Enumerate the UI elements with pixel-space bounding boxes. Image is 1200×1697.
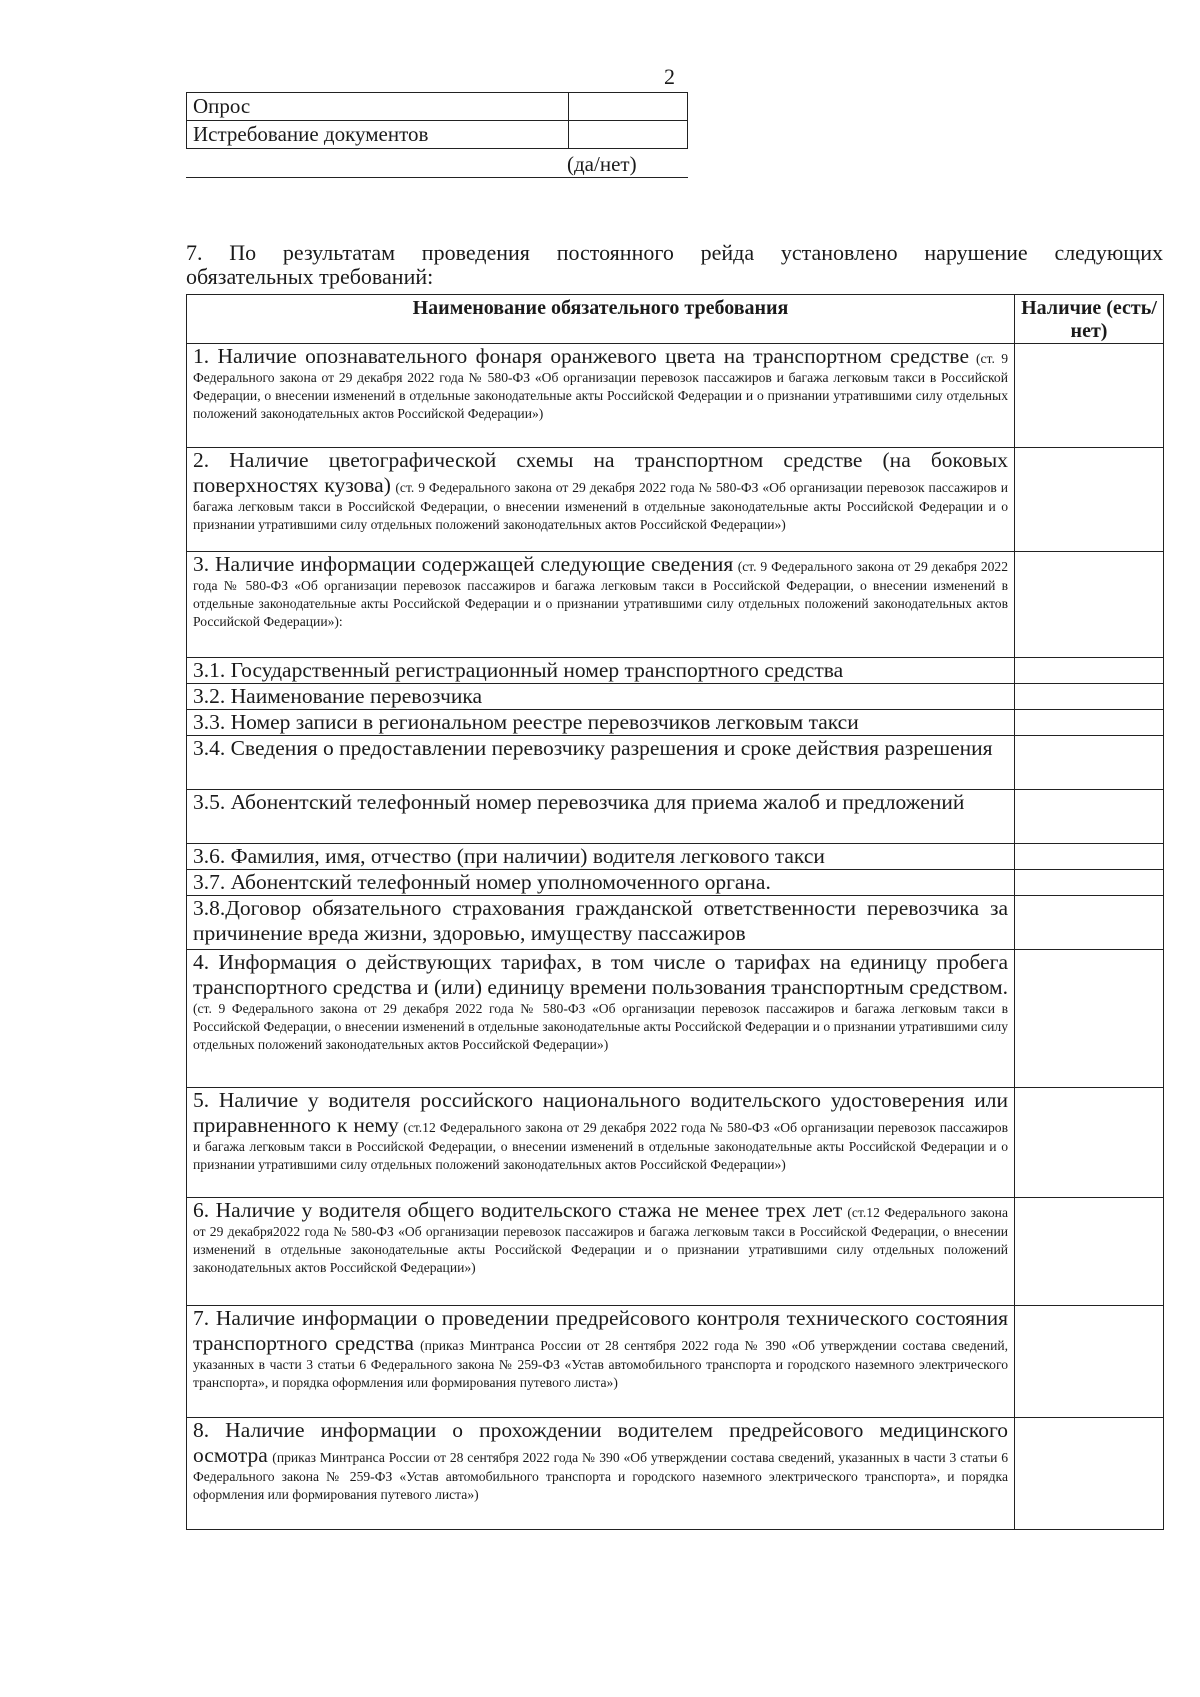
requirements-table xyxy=(186,294,1164,1530)
table-row xyxy=(187,844,1164,870)
presence-cell[interactable] xyxy=(1015,344,1164,448)
table-row xyxy=(187,552,1164,658)
requirement-cell xyxy=(187,1418,1015,1530)
legal-reference: (ст. 9 Федерального закона от 29 декабря 2022 года № 580-ФЗ «Об организации перевозок пассажиров и багажа легковым такси в Российской Федерации, о внесении изменений в отдельные законодательные акты Российской Федерации и о признании утратившими силу отдельных положений законодательных актов Российской Федерации») xyxy=(193,351,1009,421)
table-row xyxy=(187,950,1164,1088)
legal-reference: (ст.12 Федерального закона от 29 декабря2022 года № 580-ФЗ «Об организации перевозок пассажиров и багажа легковым такси в Российской Федерации, о внесении изменений в отдельные законодательные акты Российской Федерации и о признании утратившими силу отдельных положений законодательных актов Российской Федерации») xyxy=(193,1205,1008,1275)
presence-cell[interactable] xyxy=(1015,790,1164,844)
table-row xyxy=(187,870,1164,896)
table-row xyxy=(187,790,1164,844)
inspection-methods-table xyxy=(186,92,688,149)
table-row xyxy=(187,1306,1164,1418)
requirement-text: 3.2. Наименование перевозчика xyxy=(187,684,1015,710)
presence-cell[interactable] xyxy=(1015,736,1164,790)
header-presence: Наличие (есть/нет) xyxy=(1015,295,1164,344)
table-row xyxy=(187,1088,1164,1198)
method-value-cell[interactable] xyxy=(569,121,688,149)
method-label: Опрос xyxy=(187,93,569,121)
table-row xyxy=(187,710,1164,736)
header-requirement-name: Наименование обязательного требования xyxy=(187,295,1015,344)
presence-cell[interactable] xyxy=(1015,950,1164,1088)
table-row xyxy=(187,736,1164,790)
presence-cell[interactable] xyxy=(1015,552,1164,658)
requirement-cell xyxy=(187,344,1015,448)
legal-reference: (ст.12 Федерального закона от 29 декабря 2022 года № 580-ФЗ «Об организации перевозок пассажиров и багажа легковым такси в Российской Федерации, о внесении изменений в отдельные законодательные акты Российской Федерации и о признании утратившими силу отдельных положений законодательных актов Российской Федерации») xyxy=(193,1120,1009,1172)
presence-cell[interactable] xyxy=(1015,870,1164,896)
method-value-cell[interactable] xyxy=(569,93,688,121)
requirement-cell xyxy=(187,950,1015,1088)
requirement-text: 8. Наличие информации о прохождении водителем предрейсового медицинского осмотра xyxy=(193,1418,1008,1467)
yes-no-hint: (да/нет) xyxy=(567,152,637,176)
requirement-text: 3.8.Договор обязательного страхования гражданской ответственности перевозчика за причинение вреда жизни, здоровью, имуществу пассажиров xyxy=(187,896,1015,950)
requirement-text: 3.4. Сведения о предоставлении перевозчику разрешения и сроке действия разрешения xyxy=(187,736,1015,790)
requirement-cell xyxy=(187,1306,1015,1418)
page-number: 2 xyxy=(664,64,675,89)
table-row xyxy=(187,896,1164,950)
presence-cell[interactable] xyxy=(1015,1198,1164,1306)
table-row xyxy=(187,93,688,121)
requirement-text: 6. Наличие у водителя общего водительского стажа не менее трех лет xyxy=(193,1198,843,1222)
table-row xyxy=(187,448,1164,552)
table-row xyxy=(187,1198,1164,1306)
presence-cell[interactable] xyxy=(1015,658,1164,684)
table-row xyxy=(187,658,1164,684)
requirement-text: 2. Наличие цветографической схемы на транспортном средстве (на боковых поверхностях кузова) xyxy=(193,448,1008,497)
requirement-cell xyxy=(187,1198,1015,1306)
table-row xyxy=(187,121,688,149)
divider-line xyxy=(186,177,688,178)
method-label: Истребование документов xyxy=(187,121,569,149)
intro-line: 7. По результатам проведения постоянного рейда установлено нарушение следующих xyxy=(186,240,1163,265)
presence-cell[interactable] xyxy=(1015,896,1164,950)
presence-cell[interactable] xyxy=(1015,1418,1164,1530)
presence-cell[interactable] xyxy=(1015,710,1164,736)
table-row xyxy=(187,1418,1164,1530)
intro-line: обязательных требований: xyxy=(186,264,434,289)
presence-cell[interactable] xyxy=(1015,1088,1164,1198)
presence-cell[interactable] xyxy=(1015,684,1164,710)
requirement-text: 3.5. Абонентский телефонный номер перевозчика для приема жалоб и предложений xyxy=(187,790,1015,844)
requirement-text: 3.1. Государственный регистрационный номер транспортного средства xyxy=(187,658,1015,684)
requirement-text: 3. Наличие информации содержащей следующие сведения xyxy=(193,552,734,576)
requirement-text: 5. Наличие у водителя российского национального водительского удостоверения или приравненного к нему xyxy=(193,1088,1008,1137)
legal-reference: (ст. 9 Федерального закона от 29 декабря 2022 года № 580-ФЗ «Об организации перевозок пассажиров и багажа легковым такси в Российской Федерации, о внесении изменений в отдельные законодательные акты Российской Федерации и о признании утратившими силу отдельных положений законодательных актов Российской Федерации») xyxy=(193,480,1008,532)
requirement-text: 7. Наличие информации о проведении предрейсового контроля технического состояния транспортного средства xyxy=(193,1306,1008,1355)
table-row xyxy=(187,684,1164,710)
legal-reference: (приказ Минтранса России от 28 сентября 2022 года № 390 «Об утверждении состава сведений, указанных в части 3 статьи 6 Федерального закона № 259-ФЗ «Устав автомобильного транспорта и городского наземного электрического транспорта», и порядка оформления или формирования путевого листа») xyxy=(193,1450,1009,1502)
requirement-text: 4. Информация о действующих тарифах, в том числе о тарифах на единицу пробега транспортного средства и (или) единицу времени пользования транспортным средством. xyxy=(193,950,1008,999)
legal-reference: (ст. 9 Федерального закона от 29 декабря 2022 года № 580-ФЗ «Об организации перевозок пассажиров и багажа легковым такси в Российской Федерации, о внесении изменений в отдельные законодательные акты Российской Федерации и о признании утратившими силу отдельных положений законодательных актов Российской Федерации»): xyxy=(193,559,1009,629)
requirement-text: 3.7. Абонентский телефонный номер уполномоченного органа. xyxy=(187,870,1015,896)
presence-cell[interactable] xyxy=(1015,1306,1164,1418)
presence-cell[interactable] xyxy=(1015,448,1164,552)
requirement-cell xyxy=(187,448,1015,552)
requirement-cell xyxy=(187,552,1015,658)
table-row xyxy=(187,344,1164,448)
requirement-cell xyxy=(187,1088,1015,1198)
section-7-intro xyxy=(186,241,1163,289)
requirement-text: 1. Наличие опознавательного фонаря оранжевого цвета на транспортном средстве xyxy=(193,344,970,368)
table-header-row xyxy=(187,295,1164,344)
legal-reference: (ст. 9 Федерального закона от 29 декабря 2022 года № 580-ФЗ «Об организации перевозок пассажиров и багажа легковым такси в Российской Федерации, о внесении изменений в отдельные законодательные акты Российской Федерации и о признании утратившими силу отдельных положений законодательных актов Российской Федерации») xyxy=(193,1001,1008,1052)
requirement-text: 3.3. Номер записи в региональном реестре перевозчиков легковым такси xyxy=(187,710,1015,736)
legal-reference: (приказ Минтранса России от 28 сентября 2022 года № 390 «Об утверждении состава сведений, указанных в части 3 статьи 6 Федерального закона № 259-ФЗ «Устав автомобильного транспорта и городского наземного электрического транспорта», и порядка оформления или формирования путевого листа») xyxy=(193,1338,1009,1390)
requirement-text: 3.6. Фамилия, имя, отчество (при наличии) водителя легкового такси xyxy=(187,844,1015,870)
presence-cell[interactable] xyxy=(1015,844,1164,870)
